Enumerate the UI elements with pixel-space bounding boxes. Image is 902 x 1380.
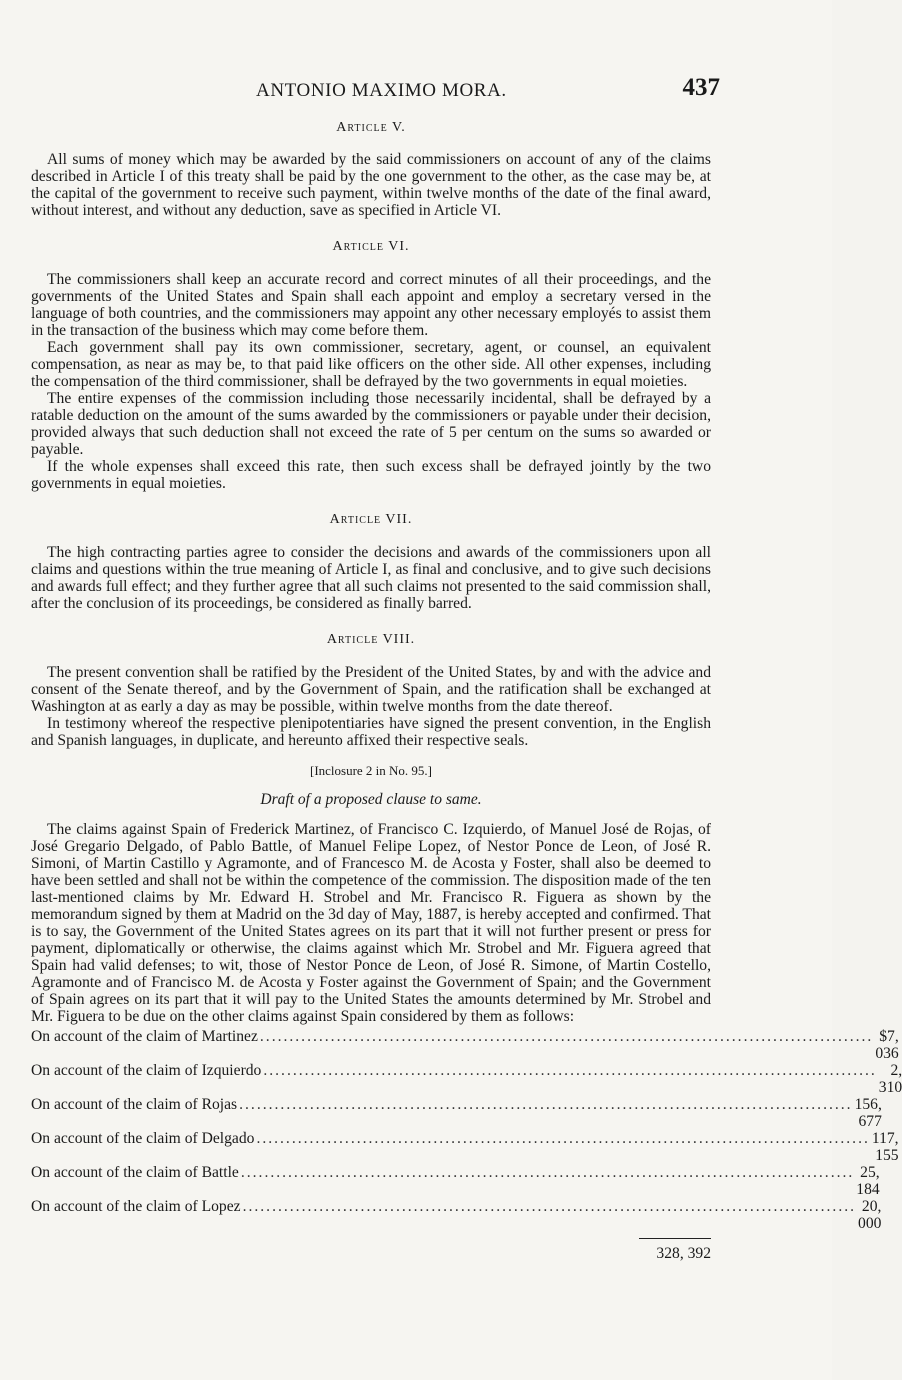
claim-amount: 20, 000 xyxy=(858,1198,882,1232)
claims-list xyxy=(31,1028,902,1263)
leader-dots: ........................................................................................................ xyxy=(239,1096,853,1113)
article-vi-paragraph: If the whole expenses shall exceed this rate, then such excess shall be defrayed jointly by the two governments in equal moieties. xyxy=(31,458,711,492)
total-amount: 328, 392 xyxy=(639,1238,711,1263)
running-title: ANTONIO MAXIMO MORA. xyxy=(256,80,507,101)
claim-row xyxy=(31,1062,902,1096)
claim-row xyxy=(31,1130,899,1164)
article-viii-paragraph: In testimony whereof the respective plenipotentiaries have signed the present convention, in the English and Spanish languages, in duplicate, and hereunto affixed their respective seals. xyxy=(31,715,711,749)
article-vi-heading: Article VI. xyxy=(332,239,410,254)
claim-label: On account of the claim of Izquierdo xyxy=(31,1062,262,1079)
claim-amount: 117, 155 xyxy=(871,1130,899,1164)
article-vi-paragraph: The commissioners shall keep an accurate record and correct minutes of all their proceedings, and the governments of the United States and Spain shall each appoint and employ a secretary versed in the language of both countries, and the commissioners may appoint any other necessary employés to assist them in the transaction of the business which may come before them. xyxy=(31,271,711,339)
inclosure-note: [Inclosure 2 in No. 95.] xyxy=(309,763,433,778)
page-body xyxy=(31,120,902,1263)
article-v-heading: Article V. xyxy=(336,120,406,135)
article-v-paragraph: All sums of money which may be awarded by the said commissioners on account of any of the claims described in Article I of this treaty shall be paid by the one government to the other, as the case may be, at the capital of the government to receive such payment, within twelve months of the date of the final award, without interest, and without any deduction, save as specified in Article VI. xyxy=(31,151,711,219)
claim-label: On account of the claim of Lopez xyxy=(31,1198,241,1215)
claim-label: On account of the claim of Martinez xyxy=(31,1028,258,1045)
leader-dots: ........................................................................................................ xyxy=(263,1062,877,1079)
claim-row xyxy=(31,1096,882,1130)
leader-dots: ........................................................................................................ xyxy=(256,1130,870,1147)
claim-row xyxy=(31,1028,899,1062)
total-row xyxy=(31,1238,711,1263)
claim-label: On account of the claim of Battle xyxy=(31,1164,239,1181)
article-vi-paragraph: Each government shall pay its own commissioner, secretary, agent, or counsel, an equivalent compensation, as near as may be, to that paid like officers on the other side. All other expenses, including the compensation of the third commissioner, shall be defrayed by the two governments in equal moieties. xyxy=(31,339,711,390)
draft-title: Draft of a proposed clause to same. xyxy=(260,791,482,808)
draft-paragraph: The claims against Spain of Frederick Martinez, of Francisco C. Izquierdo, of Manuel José de Rojas, of José Gregario Delgado, of Pablo Battle, of Manuel Felipe Lopez, of Nestor Ponce de Leon, of José R. Simoni, of Martin Castillo y Agramonte, and of Francesco M. de Acosta y Foster, shall also be deemed to have been settled and shall not be within the competence of the commission. The disposition made of the ten last-mentioned claims by Mr. Edward H. Strobel and Mr. Francisco R. Figuera as shown by the memorandum signed by them at Madrid on the 3d day of May, 1887, is hereby accepted and confirmed. That is to say, the Government of the United States agrees on its part that it will not further present or press for payment, diplomatically or otherwise, the claims against which Mr. Strobel and Mr. Figuera agreed that Spain had valid defenses; to wit, those of Nestor Ponce de Leon, of José R. Simone, of Martin Costello, Agramonte and of Francisco M. de Acosta y Foster against the Government of Spain; and the Government of Spain agrees on its part that it will pay to the United States the amounts determined by Mr. Strobel and Mr. Figuera to be due on the other claims against Spain considered by them as follows: xyxy=(31,821,711,1025)
article-viii-paragraph: The present convention shall be ratified by the President of the United States, by and with the advice and consent of the Senate thereof, and by the Government of Spain, and the ratification shall be exchanged at Washington at as early a day as may be possible, within twelve months from the date thereof. xyxy=(31,664,711,715)
claim-label: On account of the claim of Delgado xyxy=(31,1130,255,1147)
leader-dots: ........................................................................................................ xyxy=(242,1198,857,1215)
page-number: 437 xyxy=(682,74,720,101)
claim-row xyxy=(31,1164,880,1198)
claim-label: On account of the claim of Rojas xyxy=(31,1096,238,1113)
claim-amount: 2, 310 xyxy=(878,1062,902,1096)
claim-amount: 25, 184 xyxy=(856,1164,880,1198)
article-vii-heading: Article VII. xyxy=(329,512,413,527)
claim-amount: 156, 677 xyxy=(854,1096,882,1130)
claim-amount: $7, 036 xyxy=(875,1028,899,1062)
article-vii-paragraph: The high contracting parties agree to consider the decisions and awards of the commissioners upon all claims and questions within the true meaning of Article I, as final and conclusive, and to give such decisions and awards full effect; and they further agree that all such claims not presented to the said commission shall, after the conclusion of its proceedings, be considered as finally barred. xyxy=(31,544,711,612)
leader-dots: ........................................................................................................ xyxy=(240,1164,855,1181)
leader-dots: ........................................................................................................ xyxy=(259,1028,874,1045)
page-header xyxy=(250,74,720,108)
article-viii-heading: Article VIII. xyxy=(326,632,416,647)
claim-row xyxy=(31,1198,882,1232)
article-vi-paragraph: The entire expenses of the commission including those necessarily incidental, shall be defrayed by a ratable deduction on the amount of the sums awarded by the commissioners or payable under their decision, provided always that such deduction shall not exceed the rate of 5 per centum on the sums so awarded or payable. xyxy=(31,390,711,458)
